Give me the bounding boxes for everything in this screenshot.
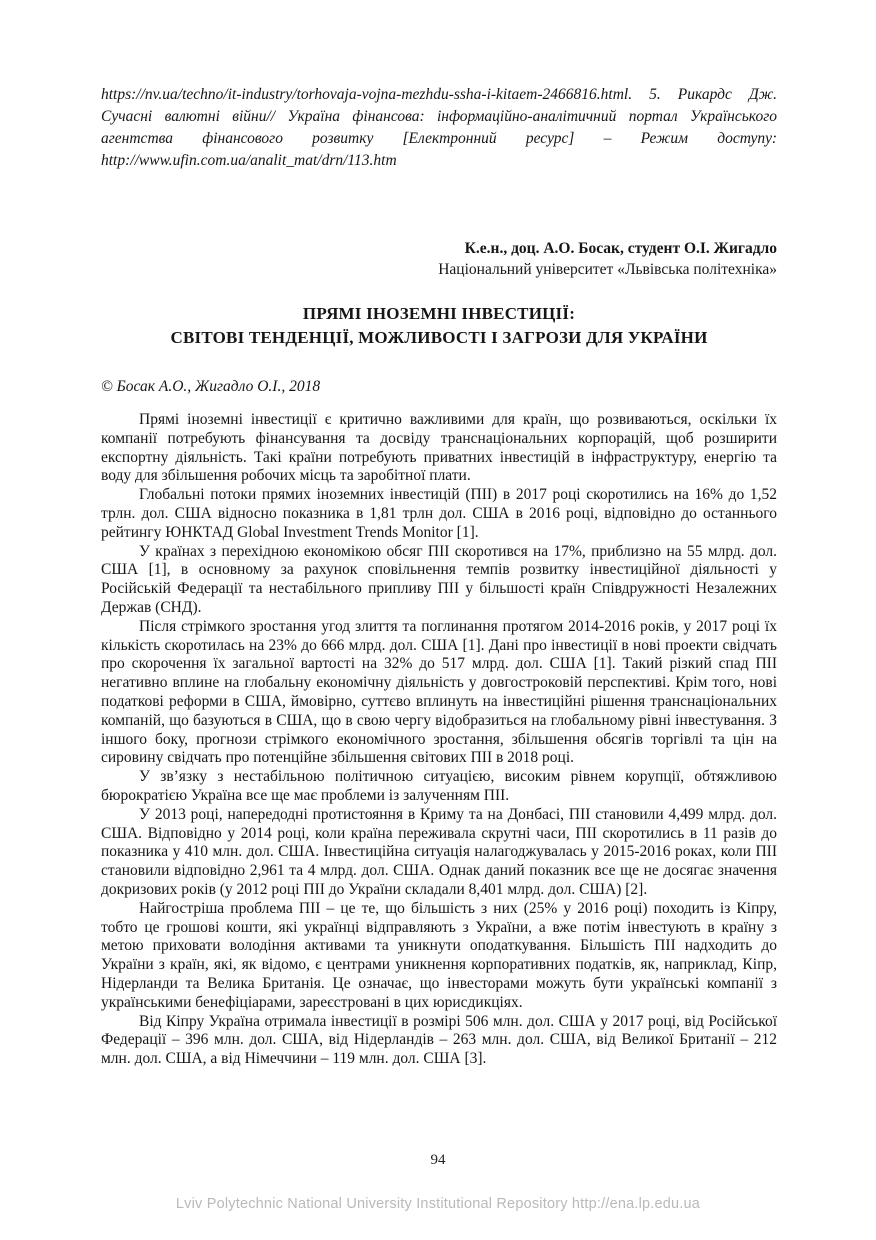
paper-title <box>101 302 777 350</box>
references-text: https://nv.ua/techno/it-industry/torhovaja-vojna-mezhdu-ssha-i-kitaem-2466816.html. 5. Рикардс Дж. Сучасні валютні війни// Україна фінансова: інформаційно-аналітичний портал Українського агентства фінансового розвитку [Електронний ресурс] – Режим доступу: http://www.ufin.com.ua/analit_mat/drn/113.htm <box>101 86 777 169</box>
paper-title-line-2: СВІТОВІ ТЕНДЕНЦІЇ, МОЖЛИВОСТІ І ЗАГРОЗИ ДЛЯ УКРАЇНИ <box>170 328 708 347</box>
body-paragraph: Найгостріша проблема ПІІ – це те, що більшість з них (25% у 2016 році) походить із Кіпру, тобто це грошові кошти, які українці відправляють з України, а вже потім інвестують в країну з метою приховати володіння активами та уникнути оподаткування. Більшість ПІІ надходить до України з країн, які, як відомо, є центрами уникнення корпоративних податків, як, наприклад, Кіпр, Нідерланди та Велика Британія. Це означає, що інвесторами можуть бути українські компанії з українськими бенефіціарами, зареєстровані в цих юрисдикціях. <box>101 899 777 1011</box>
author-line: К.е.н., доц. А.О. Босак, студент О.І. Жигадло <box>464 240 777 257</box>
author-block <box>101 238 777 280</box>
body-paragraph: Прямі іноземні інвестиції є критично важливими для країн, що розвиваються, оскільки їх компанії потребують фінансування та досвіду транснаціональних корпорацій, щоб розширити експортну діяльність. Такі країни потребують приватних інвестицій в інфраструктуру, енергію та воду для збільшення робочих місць та заробітної плати. <box>101 411 777 485</box>
body-paragraph: У 2013 році, напередодні протистояння в Криму та на Донбасі, ПІІ становили 4,499 млрд. дол. США. Відповідно у 2014 році, коли країна переживала скрутні часи, ПІІ скоротились в 11 разів до показника у 410 млн. дол. США. Інвестиційна ситуація налагоджувалась у 2015-2016 роках, коли ПІІ становили відповідно 2,961 та 4 млрд. дол. США. Однак даний показник все ще не досягає значення докризових років (у 2012 році ПІІ до України складали 8,401 млрд. дол. США) [2]. <box>101 805 777 898</box>
body-paragraph: Глобальні потоки прямих іноземних інвестицій (ПІІ) в 2017 році скоротились на 16% до 1,52 трлн. дол. США відносно показника в 1,81 трлн дол. США в 2016 році, відповідно до останнього рейтингу ЮНКТАД Global Investment Trends Monitor [1]. <box>101 486 777 541</box>
page-number: 94 <box>430 1152 446 1168</box>
copyright-line: © Босак А.О., Жигадло О.І., 2018 <box>101 378 321 395</box>
article-body <box>101 411 777 1069</box>
affiliation-line: Національний університет «Львівська політехніка» <box>438 261 777 278</box>
paper-title-line-1: ПРЯМІ ІНОЗЕМНІ ІНВЕСТИЦІЇ: <box>302 304 576 323</box>
repository-footer: Lviv Polytechnic National University Institutional Repository http://ena.lp.edu.ua <box>175 1196 701 1212</box>
body-paragraph: У зв’язку з нестабільною політичною ситуацією, високим рівнем корупції, обтяжливою бюрократією Україна все ще має проблеми із залученням ПІІ. <box>101 768 777 804</box>
body-paragraph: Після стрімкого зростання угод злиття та поглинання протягом 2014-2016 років, у 2017 році їх кількість скоротилась на 23% до 666 млрд. дол. США [1]. Дані про інвестиції в нові проекти свідчать про скорочення їх загальної вартості на 32% до 517 млрд. дол. США [1]. Такий різкий спад ПІІ негативно вплине на глобальну економічну діяльність у довгостроковій перспективі. Крім того, нові податкові реформи в США, ймовірно, суттєво вплинуть на інвестиційні рішення транснаціональних компаній, що базуються в США, що в свою чергу відобразиться на глобальному рівні інвестування. З іншого боку, прогнози стрімкого економічного зростання, збільшення обсягів торгівлі та цін на сировину свідчать про потенційне збільшення світових ПІІ в 2018 році. <box>101 617 777 767</box>
body-paragraph: У країнах з перехідною економікою обсяг ПІІ скоротився на 17%, приблизно на 55 млрд. дол. США [1], в основному за рахунок сповільнення темпів розвитку інвестиційної діяльності у Російській Федерації та нестабільного припливу ПІІ у більшості країн Співдружності Незалежних Держав (СНД). <box>101 542 777 616</box>
body-paragraph: Від Кіпру Україна отримала інвестиції в розмірі 506 млн. дол. США у 2017 році, від Російської Федерації – 396 млн. дол. США, від Нідерландів – 263 млн. дол. США, від Великої Британії – 212 млн. дол. США, а від Німеччини – 119 млн. дол. США [3]. <box>101 1012 777 1068</box>
page-content <box>101 84 777 1069</box>
